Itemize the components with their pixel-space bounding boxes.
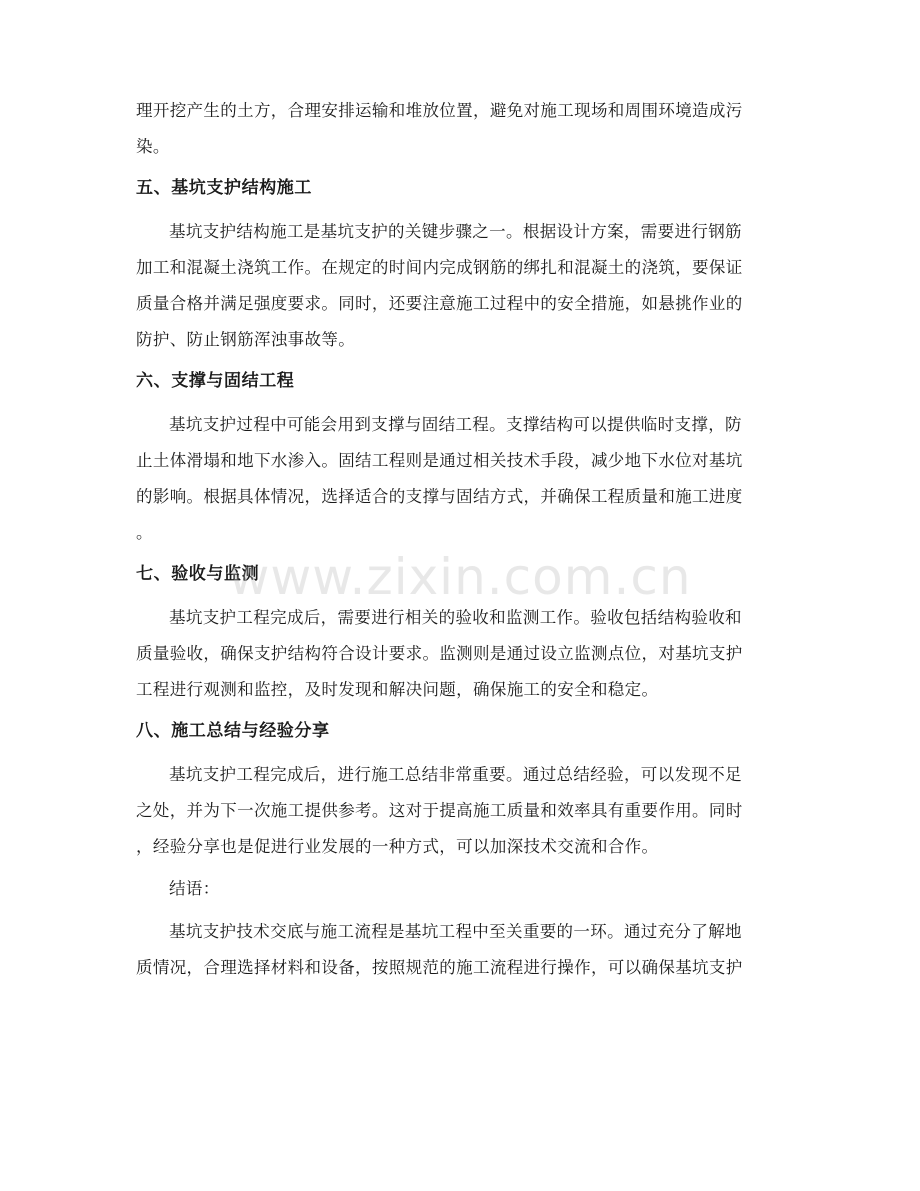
paragraph-line: 。 — [136, 523, 153, 542]
paragraph-line: 基坑支护工程完成后，进行施工总结非常重要。通过总结经验，可以发现不足 — [169, 765, 742, 784]
section-6 — [136, 369, 786, 545]
top-paragraph — [136, 98, 786, 159]
paragraph-line: ，经验分享也是促进行业发展的一种方式，可以加深技术交流和合作。 — [136, 837, 659, 856]
paragraph-line: 加工和混凝土浇筑工作。在规定的时间内完成钢筋的绑扎和混凝土的浇筑，要保证 — [136, 258, 743, 277]
section-heading: 六、支撑与固结工程 — [136, 371, 295, 391]
section-heading: 八、施工总结与经验分享 — [136, 721, 330, 741]
paragraph-line: 的影响。根据具体情况，选择适合的支撑与固结方式，并确保工程质量和施工进度 — [136, 487, 743, 506]
paragraph-line: 工程进行观测和监控，及时发现和解决问题，确保施工的安全和稳定。 — [136, 680, 659, 699]
paragraph-line: 理开挖产生的土方，合理安排运输和堆放位置，避免对施工现场和周围环境造成污 — [136, 101, 743, 120]
conclusion-label: 结语： — [169, 879, 220, 898]
paragraph-line: 止土体滑塌和地下水渗入。固结工程则是通过相关技术手段，减少地下水位对基坑 — [136, 451, 743, 470]
paragraph-line: 基坑支护结构施工是基坑支护的关键步骤之一。根据设计方案，需要进行钢筋 — [169, 222, 742, 241]
paragraph-line: 基坑支护工程完成后，需要进行相关的验收和监测工作。验收包括结构验收和 — [169, 608, 742, 627]
section-5 — [136, 176, 786, 352]
section-heading: 五、基坑支护结构施工 — [136, 178, 312, 198]
watermark: www.zixin.com.cn — [228, 548, 692, 606]
paragraph-line: 质量验收，确保支护结构符合设计要求。监测则是通过设立监测点位，对基坑支护 — [136, 644, 743, 663]
conclusion — [136, 876, 786, 980]
section-heading: 七、验收与监测 — [136, 564, 260, 584]
paragraph-line: 基坑支护技术交底与施工流程是基坑工程中至关重要的一环。通过充分了解地 — [169, 922, 742, 941]
paragraph-line: 基坑支护过程中可能会用到支撑与固结工程。支撑结构可以提供临时支撑，防 — [169, 415, 742, 434]
section-8 — [136, 719, 786, 859]
paragraph-line: 之处，并为下一次施工提供参考。这对于提高施工质量和效率具有重要作用。同时 — [136, 801, 743, 820]
section-7 — [136, 562, 786, 702]
paragraph-line: 质量合格并满足强度要求。同时，还要注意施工过程中的安全措施，如悬挑作业的 — [136, 294, 743, 313]
paragraph-line: 染。 — [136, 137, 170, 156]
document-page — [136, 98, 786, 980]
paragraph-line: 防护、防止钢筋浑浊事故等。 — [136, 330, 356, 349]
paragraph-line: 质情况，合理选择材料和设备，按照规范的施工流程进行操作，可以确保基坑支护 — [136, 958, 743, 977]
